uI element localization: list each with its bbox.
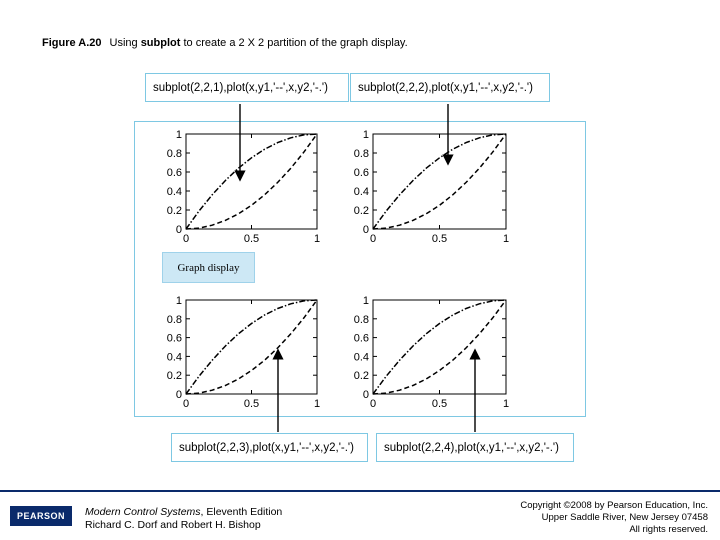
y-tick-label: 0.8: [166, 313, 182, 326]
x-tick-label: 1: [502, 233, 510, 245]
copyright-line-1: Copyright ©2008 by Pearson Education, Inc.: [520, 500, 708, 511]
x-tick-label: 0.5: [431, 398, 448, 410]
y-tick-label: 0.8: [353, 313, 369, 326]
copyright-line-3: All rights reserved.: [629, 524, 708, 535]
series-dashed-line: [186, 134, 317, 229]
publisher-logo: PEARSON: [10, 506, 72, 526]
y-tick-label: 0: [175, 389, 182, 401]
subplot-command-1: subplot(2,2,1),plot(x,y1,'--',x,y2,'-.'): [145, 73, 349, 102]
subplot-2: [354, 129, 509, 245]
copyright-notice: [520, 500, 708, 536]
series-dashed-line: [373, 134, 506, 229]
subplot-3: [167, 295, 320, 410]
y-tick-label: 1: [175, 295, 182, 307]
y-tick-label: 1: [362, 129, 369, 141]
x-tick-label: 0.5: [431, 233, 448, 245]
subplot-4-axes-box: [373, 300, 506, 394]
subplot-1-axes-box: [186, 134, 317, 229]
footer-rule: [0, 490, 720, 492]
y-tick-label: 0.2: [166, 370, 182, 383]
y-tick-label: 0.6: [166, 332, 182, 345]
series-dashed-line: [186, 300, 317, 394]
series-dash-dot-line: [186, 300, 317, 394]
y-tick-label: 0: [362, 224, 369, 236]
x-tick-label: 1: [502, 398, 510, 410]
caption-text-pre: Using: [109, 37, 141, 49]
y-tick-label: 1: [362, 295, 369, 307]
caption-text-post: to create a 2 X 2 partition of the graph display.: [180, 37, 408, 49]
graph-display-label: Graph display: [162, 252, 255, 283]
x-tick-label: 1: [313, 398, 321, 410]
y-tick-label: 0.2: [353, 205, 369, 217]
y-tick-label: 0.2: [166, 205, 182, 217]
y-tick-label: 0.8: [166, 148, 182, 160]
y-tick-label: 0: [175, 224, 182, 236]
y-tick-label: 0.6: [353, 332, 369, 345]
x-tick-label: 1: [313, 233, 321, 245]
y-tick-label: 0.4: [166, 186, 182, 198]
book-edition: , Eleventh Edition: [200, 506, 283, 518]
y-tick-label: 1: [175, 129, 182, 141]
figure-number: Figure A.20: [42, 37, 102, 49]
caption-text-bold: subplot: [140, 37, 181, 49]
y-tick-label: 0.2: [353, 370, 369, 383]
subplot-2-axes-box: [373, 134, 506, 229]
y-tick-label: 0.4: [166, 351, 182, 364]
y-tick-label: 0.4: [353, 351, 369, 364]
series-dash-dot-line: [373, 300, 506, 394]
y-tick-label: 0.4: [353, 186, 369, 198]
subplot-command-4: subplot(2,2,4),plot(x,y1,'--',x,y2,'-.'): [376, 433, 574, 462]
subplot-3-axes-box: [186, 300, 317, 394]
series-dash-dot-line: [186, 134, 317, 229]
y-tick-label: 0.6: [353, 167, 369, 179]
x-tick-label: 0: [182, 398, 190, 410]
book-title: Modern Control Systems: [85, 506, 201, 518]
copyright-line-2: Upper Saddle River, New Jersey 07458: [541, 512, 708, 523]
series-dash-dot-line: [373, 134, 506, 229]
x-tick-label: 0: [369, 233, 377, 245]
book-authors: Richard C. Dorf and Robert H. Bishop: [85, 519, 261, 531]
subplot-1: [167, 129, 320, 245]
subplot-4: [354, 295, 509, 410]
x-tick-label: 0: [369, 398, 377, 410]
subplot-command-2: subplot(2,2,2),plot(x,y1,'--',x,y2,'-.'): [350, 73, 550, 102]
y-tick-label: 0: [362, 389, 369, 401]
book-reference: [85, 506, 282, 532]
subplot-command-3: subplot(2,2,3),plot(x,y1,'--',x,y2,'-.'): [171, 433, 368, 462]
x-tick-label: 0: [182, 233, 190, 245]
x-tick-label: 0.5: [243, 233, 260, 245]
series-dashed-line: [373, 300, 506, 394]
y-tick-label: 0.6: [166, 167, 182, 179]
y-tick-label: 0.8: [353, 148, 369, 160]
x-tick-label: 0.5: [243, 398, 260, 410]
